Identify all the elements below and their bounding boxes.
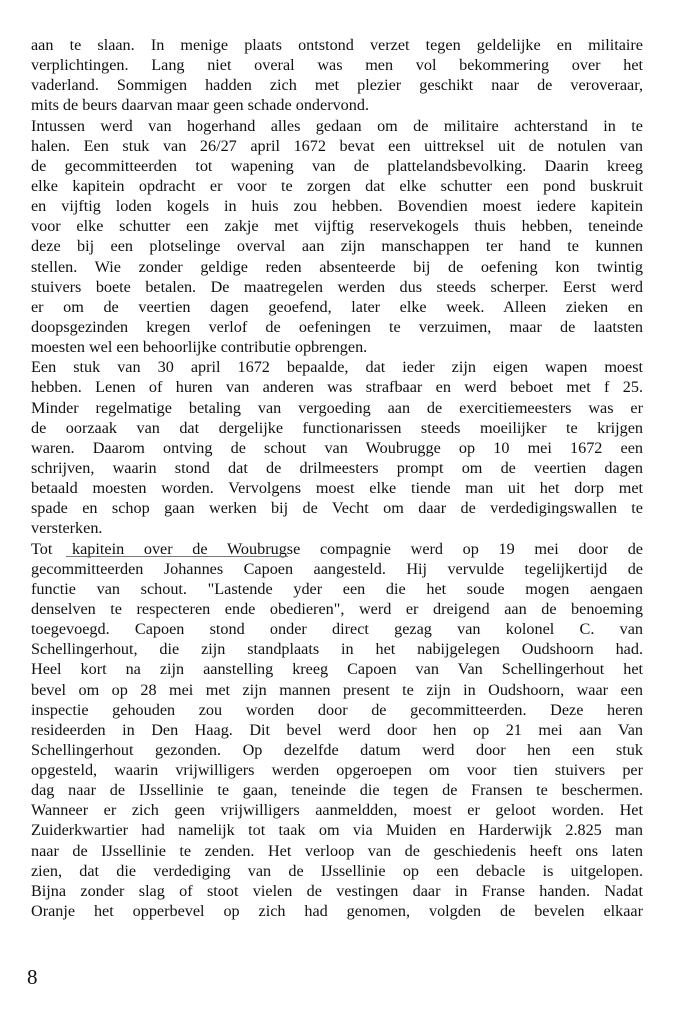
text-line: zien, dat die verdediging van de IJssellinie op een debacle is uitgelopen.	[31, 861, 643, 880]
text-line: functie van schout. "Lastende yder een die het soude mogen aengaen	[31, 579, 643, 598]
text-line: Oranje het opperbevel op zich had genomen, volgden de bevelen elkaar	[31, 902, 643, 921]
text-line: mits de beurs daarvan maar geen schade ondervond.	[31, 96, 370, 115]
text-line: de gecommitteerden tot wapening van de plattelandsbevolking. Daarin kreeg	[31, 156, 643, 175]
text-line: Wanneer er zich geen vrijwilligers aanmeldden, moest er geloot worden. Het	[31, 801, 643, 820]
text-line: spade en schop gaan werken bij de Vecht om daar de verdedigingswallen te	[31, 499, 643, 518]
text-line: elke kapitein opdracht er voor te zorgen dat elke schutter een pond buskruit	[31, 176, 643, 195]
text-line: en vijftig loden kogels in huis zou hebben. Bovendien moest iedere kapitein	[31, 197, 643, 216]
text-line: opgesteld, waarin vrijwilligers werden opgeroepen om voor tien stuivers per	[31, 761, 643, 780]
text-line: betaald moesten worden. Vervolgens moest elke tiende man uit het dorp met	[31, 479, 643, 498]
text-line: bevel om op 28 mei met zijn mannen present te zijn in Oudshoorn, waar een	[31, 680, 643, 699]
text-line: stuivers boete betalen. De maatregelen werden dus steeds scherper. Eerst werd	[31, 277, 643, 296]
text-line: vaderland. Sommigen hadden zich met plezier geschikt naar de veroveraar,	[31, 76, 643, 95]
text-line: dag naar de IJssellinie te gaan, teneinde die tegen de Fransen te beschermen.	[31, 781, 643, 800]
text-line: Heel kort na zijn aanstelling kreeg Capoen van Van Schellingerhout het	[31, 660, 643, 679]
text-line: Schellingerhout, die zijn standplaats in het nabijgelegen Oudshoorn had.	[31, 640, 643, 659]
text-line: er om de veertien dagen geoefend, later elke week. Alleen zieken en	[31, 297, 643, 316]
text-line: Schellingerhout gezonden. Op dezelfde datum werd door hen een stuk	[31, 740, 643, 759]
text-line: inspectie gehouden zou worden door de gecommitteerden. Deze heren	[31, 700, 643, 719]
text-line: verplichtingen. Lang niet overal was men vol bekommering over het	[31, 56, 643, 75]
text-line: Tot kapitein over de Woubrugse compagnie werd op 19 mei door de	[31, 539, 643, 558]
text-line: Minder regelmatige betaling van vergoeding aan de exercitiemeesters was er	[31, 398, 643, 417]
text-line: doopsgezinden kregen verlof de oefeningen te verzuimen, maar de laatsten	[31, 317, 643, 336]
text-line: voor elke schutter een zakje met vijftig reservekogels thuis hebben, teneinde	[31, 217, 643, 236]
text-line: stellen. Wie zonder geldige reden absenteerde bij de oefening kon twintig	[31, 257, 643, 276]
text-line: Zuiderkwartier had namelijk tot taak om via Muiden en Harderwijk 2.825 man	[31, 821, 643, 840]
text-line: Bijna zonder slag of stoot vielen de vestingen daar in Franse handen. Nadat	[31, 881, 643, 900]
section-rule	[66, 556, 288, 557]
text-line: de oorzaak van dat dergelijke functionarissen steeds moeilijker te krijgen	[31, 418, 643, 437]
text-line: moesten wel een behoorlijke contributie opbrengen.	[31, 338, 368, 357]
text-line: Intussen werd van hogerhand alles gedaan om de militaire achterstand in te	[31, 116, 643, 135]
text-line: denselven te respecteren ende obedieren", werd er dreigend aan de benoeming	[31, 599, 643, 618]
text-line: waren. Daarom ontving de schout van Woubrugge op 10 mei 1672 een	[31, 438, 643, 457]
text-line: aan te slaan. In menige plaats ontstond verzet tegen geldelijke en militaire	[31, 36, 643, 54]
page-number: 8	[27, 965, 38, 989]
text-line: deze bij een plotselinge overval aan zijn manschappen ter hand te kunnen	[31, 237, 643, 256]
body-text	[31, 35, 643, 921]
text-line: Een stuk van 30 april 1672 bepaalde, dat ieder zijn eigen wapen moest	[31, 358, 643, 377]
text-line: halen. Een stuk van 26/27 april 1672 bevat een uittreksel uit de notulen van	[31, 136, 643, 155]
text-line: resideerden in Den Haag. Dit bevel werd door hen op 21 mei aan Van	[31, 720, 643, 739]
text-line: gecommitteerden Johannes Capoen aangesteld. Hij vervulde tegelijkertijd de	[31, 559, 643, 578]
text-line: hebben. Lenen of huren van anderen was strafbaar en werd beboet met f 25.	[31, 378, 643, 397]
text-line: toegevoegd. Capoen stond onder direct gezag van kolonel C. van	[31, 620, 643, 639]
text-line: versterken.	[31, 519, 103, 538]
text-line: schrijven, waarin stond dat de drilmeesters prompt om de veertien dagen	[31, 458, 643, 477]
text-line: naar de IJssellinie te zenden. Het verloop van de geschiedenis heeft ons laten	[31, 841, 643, 860]
